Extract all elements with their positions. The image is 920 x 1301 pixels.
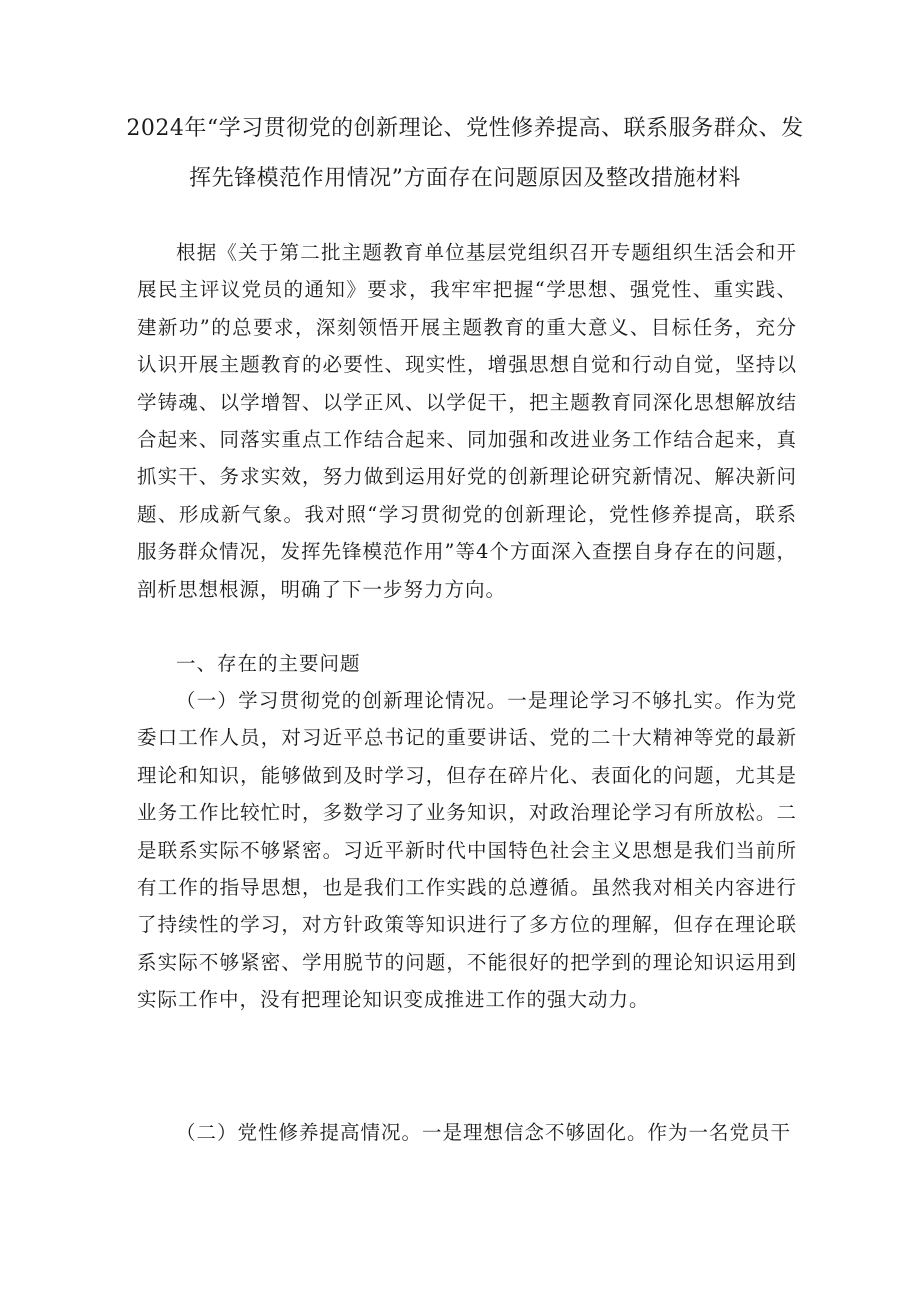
- section-heading-problems: 一、存在的主要问题: [176, 652, 361, 675]
- document-title: [120, 104, 810, 204]
- paragraph-party-cultivation: （二）党性修养提高情况。一是理想信念不够固化。作为一名党员干: [176, 1121, 792, 1144]
- paragraph-theory-study: （一）学习贯彻党的创新理论情况。一是理论学习不够扎实。作为党委口工作人员，对习近平总书记的重要讲话、党的二十大精神等党的最新理论和知识，能够做到及时学习，但存在碎片化、表面化的问题，尤其是业务工作比较忙时，多数学习了业务知识，对政治理论学习有所放松。二是联系实际不够紧密。习近平新时代中国特色社会主义思想是我们当前所有工作的指导思想，也是我们工作实践的总遵循。虽然我对相关内容进行了持续性的学习，对方针政策等知识进行了多方位的理解，但存在理论联系实际不够紧密、学用脱节的问题，不能很好的把学到的理论知识运用到实际工作中，没有把理论知识变成推进工作的强大动力。: [137, 689, 797, 1012]
- intro-paragraph: 根据《关于第二批主题教育单位基层党组织召开专题组织生活会和开展民主评议党员的通知》要求，我牢牢把握“学思想、强党性、重实践、建新功”的总要求，深刻领悟开展主题教育的重大意义、目标任务，充分认识开展主题教育的必要性、现实性，增强思想自觉和行动自觉，坚持以学铸魂、以学增智、以学正风、以学促干，把主题教育同深化思想解放结合起来、同落实重点工作结合起来、同加强和改进业务工作结合起来，真抓实干、务求实效，努力做到运用好党的创新理论研究新情况、解决新问题、形成新气象。我对照“学习贯彻党的创新理论，党性修养提高，联系服务群众情况，发挥先锋模范作用”等4个方面深入查摆自身存在的问题，剖析思想根源，明确了下一步努力方向。: [137, 241, 797, 601]
- title-line-1: 2024年“学习贯彻党的创新理论、党性修养提高、联系服务群众、发: [126, 116, 804, 141]
- title-line-2: 挥先锋模范作用情况”方面存在问题原因及整改措施材料: [189, 166, 741, 191]
